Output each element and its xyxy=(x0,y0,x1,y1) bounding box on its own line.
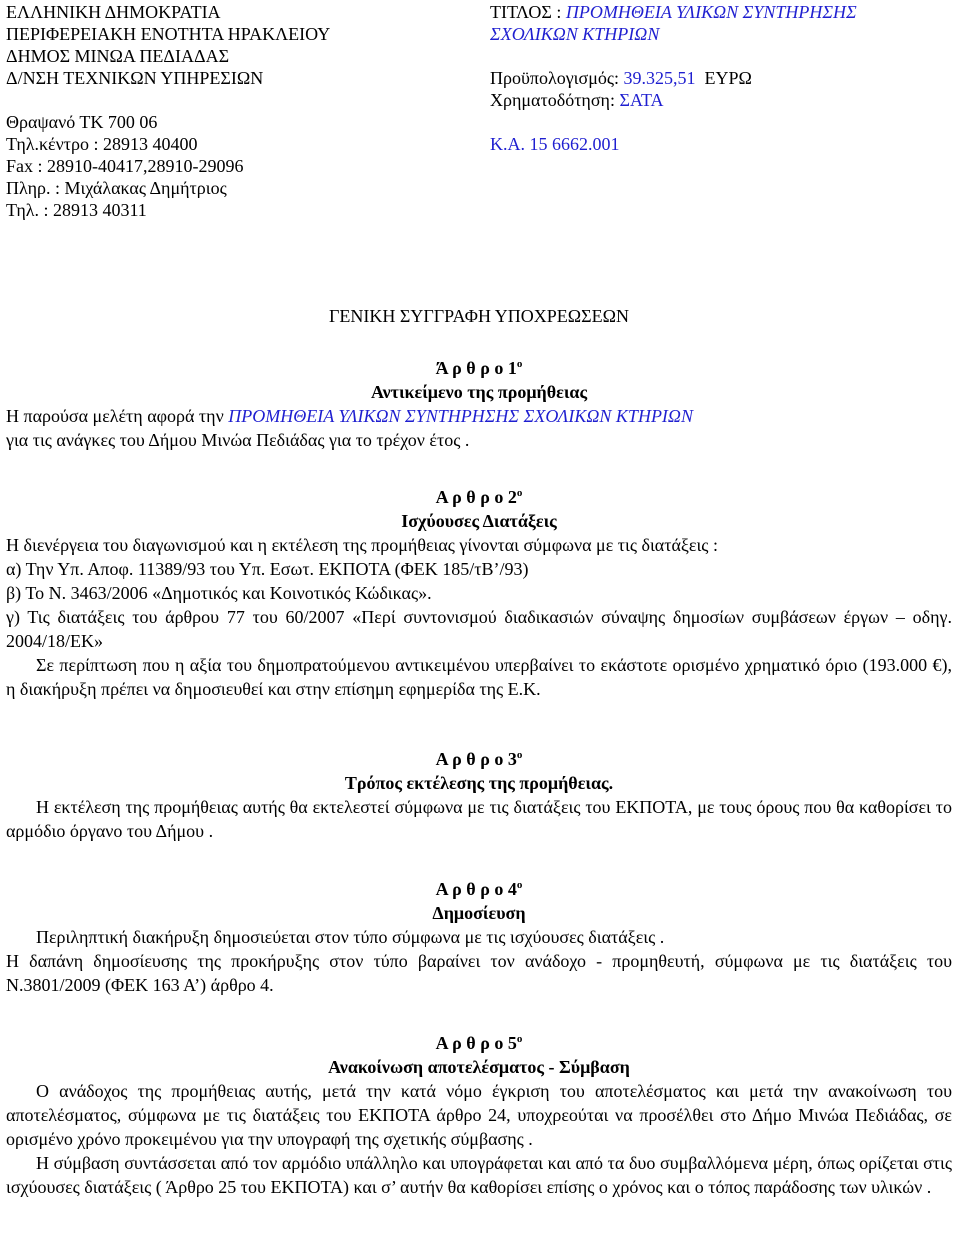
article-paragraph xyxy=(6,404,952,428)
issuer-line: ΔΗΜΟΣ ΜΙΝΩΑ ΠΕΔΙΑΔΑΣ xyxy=(6,46,230,66)
issuer-line: ΠΕΡΙΦΕΡΕΙΑΚΗ ΕΝΟΤΗΤΑ ΗΡΑΚΛΕΙΟΥ xyxy=(6,24,331,44)
article-heading xyxy=(6,1031,952,1055)
article-subtitle: Αντικείμενο της προμήθειας xyxy=(370,382,588,402)
project-name-highlight: ΠΡΟΜΗΘΕΙΑ ΥΛΙΚΩΝ ΣΥΝΤΗΡΗΣΗΣ ΣΧΟΛΙΚΩΝ ΚΤΗΡΙΩΝ xyxy=(228,406,693,426)
document-title: ΓΕΝΙΚΗ ΣΥΓΓΡΑΦΗ ΥΠΟΧΡΕΩΣΕΩΝ xyxy=(328,306,630,326)
article-4 xyxy=(6,877,952,997)
funding-label: Χρηματοδότηση: xyxy=(490,90,620,110)
article-heading-text: Α ρ θ ρ ο 5 xyxy=(435,1033,517,1053)
budget-unit: ΕΥΡΩ xyxy=(695,68,752,88)
article-paragraph: Περιληπτική διακήρυξη δημοσιεύεται στον τύπο σύμφωνα με τις ισχύουσες διατάξεις . xyxy=(36,927,665,947)
funding-value: ΣΑΤΑ xyxy=(619,90,664,110)
project-info-block xyxy=(490,0,960,154)
article-1 xyxy=(6,356,952,452)
article-heading xyxy=(6,356,952,380)
budget-line xyxy=(490,66,960,88)
budget-code: Κ.Α. 15 6662.001 xyxy=(490,134,620,154)
budget-label: Προϋπολογισμός: xyxy=(490,68,624,88)
article-heading-text: Α ρ θ ρ ο 4 xyxy=(435,879,517,899)
article-paragraph: Η σύμβαση συντάσσεται από τον αρμόδιο υπάλληλο και υπογράφεται και από τα δυο συμβαλλόμενα μέρη, όπως ορίζεται στις ισχύουσες διατάξεις ( Άρθρο 25 του ΕΚΠΟΤΑ) και σ’ αυτήν θα καθορίσει επίσης ο χρόνος και ο τόπος παράδοσης των υλικών . xyxy=(6,1153,952,1197)
article-heading-text: Α ρ θ ρ ο 3 xyxy=(435,749,517,769)
issuer-contact-phone: Τηλ. : 28913 40311 xyxy=(6,200,147,220)
budget-value: 39.325,51 xyxy=(623,68,696,88)
article-subtitle: Δημοσίευση xyxy=(432,903,526,923)
project-title-continued: ΣΧΟΛΙΚΩΝ ΚΤΗΡΙΩΝ xyxy=(490,24,660,44)
issuer-line: ΕΛΛΗΝΙΚΗ ΔΗΜΟΚΡΑΤΙΑ xyxy=(6,2,221,22)
ordinal-mark: ο xyxy=(516,487,523,499)
project-title-line xyxy=(490,0,960,22)
eu-threshold-note: Σε περίπτωση που η αξία του δημοπρατούμενου αντικειμένου υπερβαίνει το εκάστοτε ορισμένο χρηματικό όριο (193.000 €), η διακήρυξη πρέπει να δημοσιευθεί και στην επίσημη εφημερίδα της Ε.Κ. xyxy=(6,655,952,699)
issuer-spacer xyxy=(6,88,486,110)
ordinal-mark: ο xyxy=(516,1033,523,1045)
ordinal-mark: ο xyxy=(516,358,523,370)
article-paragraph: Η εκτέλεση της προμήθειας αυτής θα εκτελεστεί σύμφωνα με τις διατάξεις του ΕΚΠΟΤΑ, με τους όρους που θα καθορίσει το αρμόδιο όργανο του Δήμου . xyxy=(6,797,952,841)
paragraph-text: για τις ανάγκες του Δήμου Μινώα Πεδιάδας για το τρέχον έτος . xyxy=(6,430,470,450)
issuer-phone-center: Τηλ.κέντρο : 28913 40400 xyxy=(6,134,198,154)
article-3 xyxy=(6,747,952,843)
article-heading xyxy=(6,747,952,771)
article-subtitle: Ανακοίνωση αποτελέσματος - Σύμβαση xyxy=(328,1057,630,1077)
issuer-address: Θραψανό ΤΚ 700 06 xyxy=(6,112,158,132)
issuer-block xyxy=(6,0,486,220)
issuer-line: Δ/ΝΣΗ ΤΕΧΝΙΚΩΝ ΥΠΗΡΕΣΙΩΝ xyxy=(6,68,264,88)
provision-intro: Η διενέργεια του διαγωνισμού και η εκτέλεση της προμήθειας γίνονται σύμφωνα με τις διατάξεις : xyxy=(6,535,718,555)
issuer-fax: Fax : 28910-40417,28910-29096 xyxy=(6,156,244,176)
article-2 xyxy=(6,485,952,701)
provision-a: α) Την Υπ. Αποφ. 11389/93 του Υπ. Εσωτ. ΕΚΠΟΤΑ (ΦΕΚ 185/τΒ’/93) xyxy=(6,559,529,579)
title-label: ΤΙΤΛΟΣ : xyxy=(490,2,566,22)
project-title: ΠΡΟΜΗΘΕΙΑ ΥΛΙΚΩΝ ΣΥΝΤΗΡΗΣΗΣ xyxy=(565,2,857,22)
article-subtitle: Ισχύουσες Διατάξεις xyxy=(401,511,557,531)
ordinal-mark: ο xyxy=(516,879,523,891)
article-heading xyxy=(6,485,952,509)
ordinal-mark: ο xyxy=(516,749,523,761)
article-heading-text: Α ρ θ ρ ο 2 xyxy=(435,487,517,507)
article-paragraph: Ο ανάδοχος της προμήθειας αυτής, μετά την κατά νόμο έγκριση του αποτελέσματος και μετά την ανακοίνωση του αποτελέσματος, σύμφωνα με τις διατάξεις του ΕΚΠΟΤΑ άρθρο 24, υποχρεούται να προσέλθει στο Δήμο Μινώα Πεδιάδας, σε ορισμένο χρόνο προκειμένου για την υπογραφή της σχετικής σύμβασης . xyxy=(6,1081,952,1149)
funding-line xyxy=(490,88,960,110)
article-subtitle: Τρόπος εκτέλεσης της προμήθειας. xyxy=(344,773,614,793)
article-5 xyxy=(6,1031,952,1199)
article-paragraph: Η δαπάνη δημοσίευσης της προκήρυξης στον τύπο βαραίνει τον ανάδοχο - προμηθευτή, σύμφωνα με τις διατάξεις του Ν.3801/2009 (ΦΕΚ 163 Α’) άρθρο 4. xyxy=(6,951,952,995)
paragraph-text: Η παρούσα μελέτη αφορά την xyxy=(6,406,229,426)
issuer-contact-person: Πληρ. : Μιχάλακας Δημήτριος xyxy=(6,178,227,198)
article-heading xyxy=(6,877,952,901)
provision-b: β) Το Ν. 3463/2006 «Δημοτικός και Κοινοτικός Κώδικας». xyxy=(6,583,432,603)
article-heading-text: Ά ρ θ ρ ο 1 xyxy=(435,358,517,378)
provision-c: γ) Τις διατάξεις του άρθρου 77 του 60/2007 «Περί συντονισμού διαδικασιών σύναψης δημοσίων συμβάσεων έργων – οδηγ. 2004/18/ΕΚ» xyxy=(6,607,952,651)
